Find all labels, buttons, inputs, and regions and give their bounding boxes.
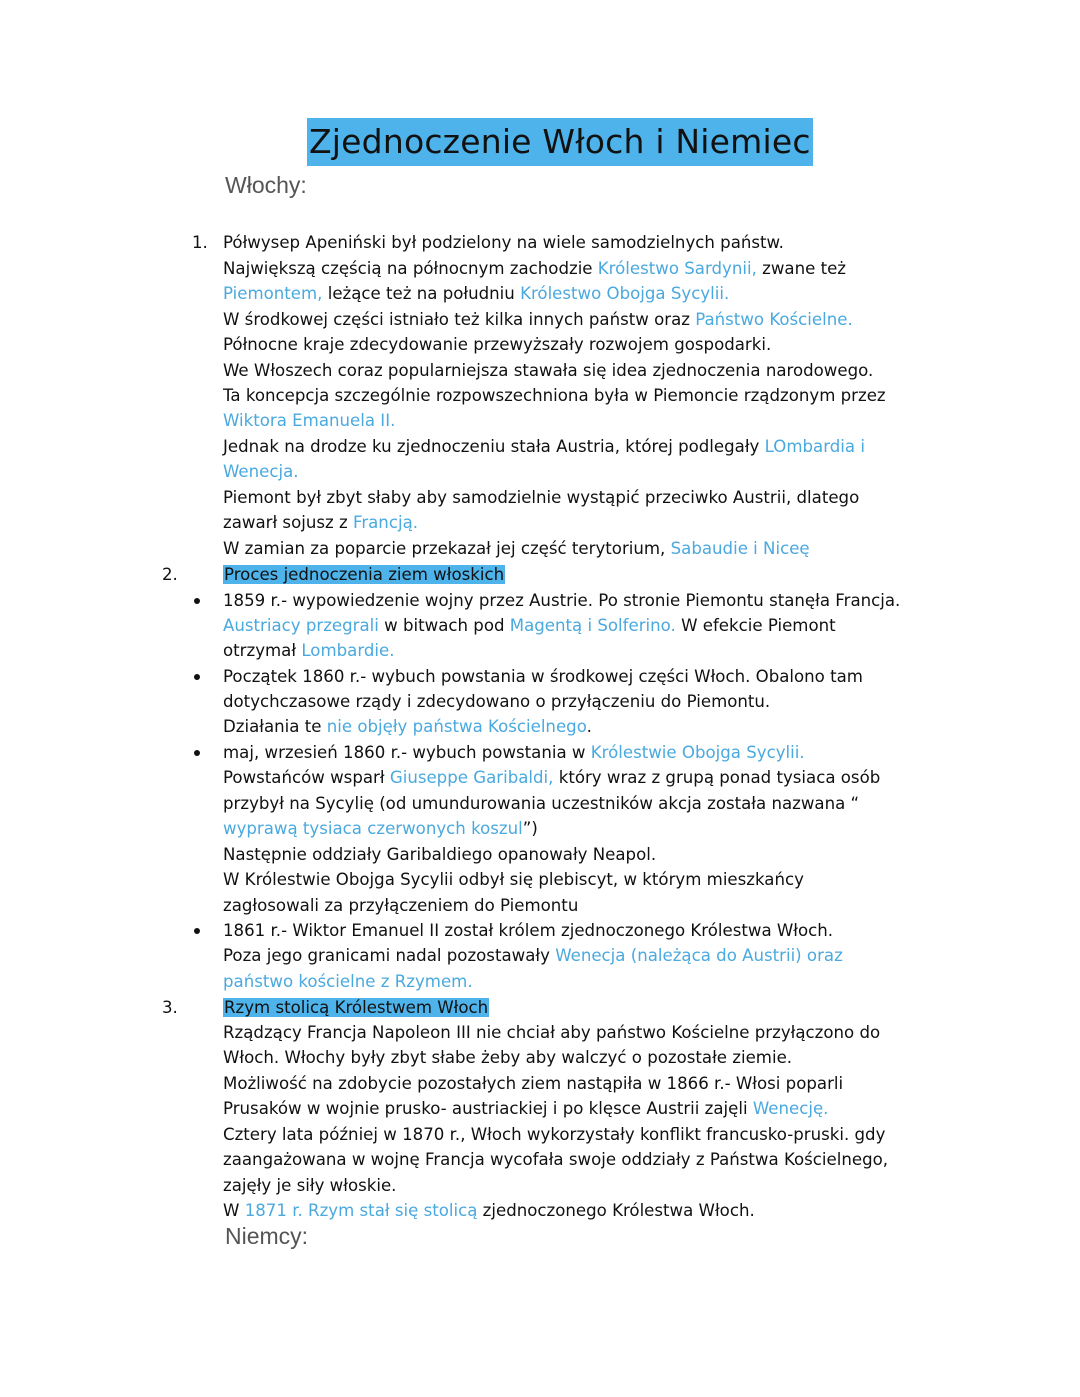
section-heading-niemcy: Niemcy: <box>225 1223 309 1249</box>
text-line: Piemontem, leżące też na południu Królestwo Obojga Sycylii. <box>223 284 730 303</box>
highlighted-term: Wenecję. <box>752 1099 829 1118</box>
text-line: We Włoszech coraz popularniejsza stawała się idea zjednoczenia narodowego. <box>223 361 874 380</box>
text-line: Piemont był zbyt słaby aby samodzielnie wystąpić przeciwko Austrii, dlatego <box>223 488 860 507</box>
highlighted-term: 1871 r. Rzym stał się stolicą <box>244 1201 478 1220</box>
highlighted-term: Sabaudie i Niceę <box>670 539 810 558</box>
bullet-icon <box>194 598 200 604</box>
text-line: Rządzący Francja Napoleon III nie chciał aby państwo Kościelne przyłączono do <box>223 1023 881 1042</box>
highlighted-term: Państwo Kościelne. <box>695 310 853 329</box>
text-line: zaangażowana w wojnę Francja wycofała swoje oddziały z Państwa Kościelnego, <box>223 1150 889 1169</box>
highlighted-term: Austriacy przegrali <box>223 616 379 635</box>
bullet-icon <box>194 750 200 756</box>
text-line: maj, wrzesień 1860 r.- wybuch powstania w Królestwie Obojga Sycylii. <box>223 743 805 762</box>
text-line: Największą częścią na północnym zachodzie Królestwo Sardynii, zwane też <box>223 259 847 278</box>
highlighted-term: Królestwie Obojga Sycylii. <box>590 743 805 762</box>
text-line: zagłosowali za przyłączeniem do Piemontu <box>223 896 579 915</box>
text-line: Cztery lata później w 1870 r., Włoch wykorzystały konflikt francusko-pruski. gdy <box>223 1125 886 1144</box>
text-line: zajęły je siły włoskie. <box>223 1176 397 1195</box>
text-line: Początek 1860 r.- wybuch powstania w środkowej części Włoch. Obalono tam <box>223 667 863 686</box>
text-line: dotychczasowe rządy i zdecydowano o przyłączeniu do Piemontu. <box>223 692 771 711</box>
page-title: Zjednoczenie Włoch i Niemiec <box>307 118 813 166</box>
text-line: Następnie oddziały Garibaldiego opanowały Neapol. <box>223 845 657 864</box>
highlighted-term: Giuseppe Garibaldi, <box>389 768 554 787</box>
text-line: 1861 r.- Wiktor Emanuel II został królem zjednoczonego Królestwa Włoch. <box>223 921 834 940</box>
text-line: wyprawą tysiaca czerwonych koszul”) <box>223 819 538 838</box>
text-line: 1859 r.- wypowiedzenie wojny przez Austrie. Po stronie Piemontu stanęła Francja. <box>223 591 901 610</box>
text-line: Powstańców wsparł Giuseppe Garibaldi, który wraz z grupą ponad tysiaca osób <box>223 768 881 787</box>
highlighted-term: Wenecja. <box>223 462 299 481</box>
list-number-3: 3. <box>162 998 178 1017</box>
text-line: W Królestwie Obojga Sycylii odbył się plebiscyt, w którym mieszkańcy <box>223 870 804 889</box>
highlighted-term: LOmbardia i <box>764 437 865 456</box>
text-line: Działania te nie objęły państwa Kościelnego. <box>223 717 592 736</box>
text-line: Ta koncepcja szczególnie rozpowszechniona była w Piemoncie rządzonym przez <box>223 386 886 405</box>
list-number-2: 2. <box>162 565 178 584</box>
subsection-heading: Proces jednoczenia ziem włoskich <box>224 565 505 584</box>
highlighted-term: wyprawą tysiaca czerwonych koszul <box>223 819 523 838</box>
text-line: Półwysep Apeniński był podzielony na wiele samodzielnych państw. <box>223 233 784 252</box>
section-heading-wlochy: Włochy: <box>225 172 307 198</box>
highlighted-term: Francją. <box>352 513 419 532</box>
bullet-icon <box>194 674 200 680</box>
text-line: Prusaków w wojnie prusko- austriackiej i po klęsce Austrii zajęli Wenecję. <box>223 1099 829 1118</box>
highlighted-term: Wiktora Emanuela II. <box>223 411 396 430</box>
highlighted-term: państwo kościelne z Rzymem. <box>223 972 473 991</box>
list-number-1: 1. <box>192 233 208 252</box>
highlighted-term: Magentą i Solferino. <box>509 616 676 635</box>
text-line: Austriacy przegrali w bitwach pod Magentą i Solferino. W efekcie Piemont <box>223 616 836 635</box>
text-line: zawarł sojusz z Francją. <box>223 513 419 532</box>
bullet-icon <box>194 928 200 934</box>
text-line: W 1871 r. Rzym stał się stolicą zjednoczonego Królestwa Włoch. <box>223 1201 755 1220</box>
text-line: przybył na Sycylię (od umundurowania uczestników akcja została nazwana “ <box>223 794 860 813</box>
highlighted-term: Wenecja (należąca do Austrii) oraz <box>555 946 843 965</box>
highlighted-term: Królestwo Obojga Sycylii. <box>520 284 730 303</box>
subsection-heading: Rzym stolicą Królestwem Włoch <box>224 998 489 1017</box>
text-line: Północne kraje zdecydowanie przewyższały rozwojem gospodarki. <box>223 335 772 354</box>
highlighted-term: Królestwo Sardynii, <box>597 259 757 278</box>
text-line: Poza jego granicami nadal pozostawały Wenecja (należąca do Austrii) oraz <box>223 946 843 965</box>
highlighted-term: Lombardie. <box>301 641 395 660</box>
text-line: Jednak na drodze ku zjednoczeniu stała Austria, której podlegały LOmbardia i <box>223 437 865 456</box>
text-line: otrzymał Lombardie. <box>223 641 395 660</box>
text-line: Włoch. Włochy były zbyt słabe żeby aby walczyć o pozostałe ziemie. <box>223 1048 793 1067</box>
highlighted-term: nie objęły państwa Kościelnego <box>326 717 587 736</box>
text-line: Możliwość na zdobycie pozostałych ziem nastąpiła w 1866 r.- Włosi poparli <box>223 1074 844 1093</box>
text-line: W zamian za poparcie przekazał jej część terytorium, Sabaudie i Niceę <box>223 539 810 558</box>
highlighted-term: Piemontem, <box>223 284 323 303</box>
text-line: W środkowej części istniało też kilka innych państw oraz Państwo Kościelne. <box>223 310 853 329</box>
